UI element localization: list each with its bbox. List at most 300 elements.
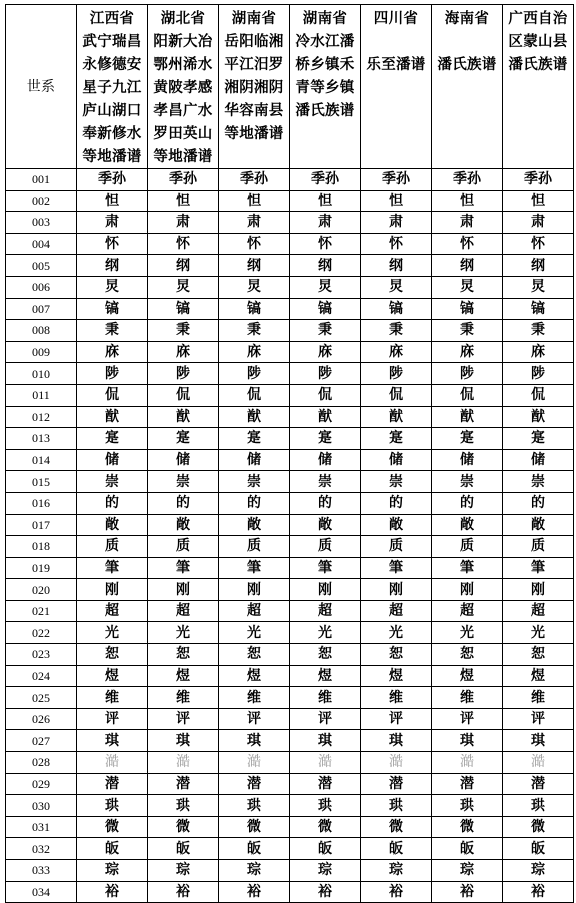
- region-header-line: 湘阴湘阴: [224, 79, 284, 96]
- generation-character: 裕: [361, 881, 432, 903]
- region-header-5: [361, 5, 432, 169]
- generation-character: 质: [148, 536, 219, 558]
- generation-character: 侃: [503, 384, 574, 406]
- generation-character: 超: [148, 600, 219, 622]
- generation-number: 004: [6, 233, 77, 255]
- region-header-line: 阳新大冶: [153, 33, 213, 50]
- generation-character: 光: [290, 622, 361, 644]
- generation-character: 光: [361, 622, 432, 644]
- region-header-line: 岳阳临湘: [224, 33, 284, 50]
- generation-number: 027: [6, 730, 77, 752]
- generation-character: 庥: [148, 341, 219, 363]
- region-header-line: 奉新修水: [82, 125, 142, 142]
- generation-character: 琪: [432, 730, 503, 752]
- generation-character: 怀: [219, 233, 290, 255]
- generation-character: 怛: [432, 190, 503, 212]
- table-header: [6, 5, 574, 169]
- generation-character: 刚: [148, 579, 219, 601]
- generation-character: 裕: [432, 881, 503, 903]
- genealogy-table: [5, 4, 574, 903]
- generation-character: 煜: [361, 665, 432, 687]
- region-header-line: 湖南省: [302, 10, 348, 27]
- generation-number: 011: [6, 384, 77, 406]
- generation-character: 镐: [77, 298, 148, 320]
- generation-number: 009: [6, 341, 77, 363]
- generation-character: 刚: [219, 579, 290, 601]
- generation-character: 琮: [219, 860, 290, 882]
- table-row: [6, 665, 574, 687]
- generation-character: 光: [503, 622, 574, 644]
- generation-character: 储: [503, 449, 574, 471]
- generation-character: 微: [219, 816, 290, 838]
- generation-character: 质: [361, 536, 432, 558]
- generation-character: 怀: [77, 233, 148, 255]
- generation-number: 001: [6, 169, 77, 191]
- generation-character: 侃: [219, 384, 290, 406]
- generation-character: 的: [77, 492, 148, 514]
- table-row: [6, 384, 574, 406]
- table-row: [6, 471, 574, 493]
- generation-character: 评: [77, 708, 148, 730]
- generation-character: 陟: [432, 363, 503, 385]
- generation-character: 陟: [148, 363, 219, 385]
- generation-character: 光: [148, 622, 219, 644]
- generation-character: 珙: [148, 795, 219, 817]
- generation-character: 侃: [148, 384, 219, 406]
- generation-character: 微: [503, 816, 574, 838]
- generation-character: 琮: [290, 860, 361, 882]
- generation-character: 超: [503, 600, 574, 622]
- generation-number: 026: [6, 708, 77, 730]
- generation-character: 季孙: [432, 169, 503, 191]
- generation-character: 评: [219, 708, 290, 730]
- generation-character: 潜: [148, 773, 219, 795]
- generation-character: 维: [219, 687, 290, 709]
- generation-character: 皈: [503, 838, 574, 860]
- generation-character: 储: [219, 449, 290, 471]
- table-row: [6, 212, 574, 234]
- generation-character: 炅: [219, 276, 290, 298]
- generation-character: 筆: [432, 557, 503, 579]
- region-header-line: 区蒙山县: [508, 33, 568, 50]
- generation-character: 筆: [290, 557, 361, 579]
- region-header-line: 潘氏族谱: [295, 102, 355, 119]
- region-header-line: 等地潘谱: [224, 125, 284, 142]
- generation-character: 纲: [77, 255, 148, 277]
- generation-character: 煜: [503, 665, 574, 687]
- table-row: [6, 557, 574, 579]
- generation-character: 维: [432, 687, 503, 709]
- generation-character: 刚: [77, 579, 148, 601]
- region-header-3: [219, 5, 290, 169]
- generation-character: 庥: [503, 341, 574, 363]
- generation-character: 敞: [290, 514, 361, 536]
- generation-number: 008: [6, 320, 77, 342]
- generation-character: 肃: [77, 212, 148, 234]
- generation-character: 裕: [77, 881, 148, 903]
- generation-character: 寔: [361, 428, 432, 450]
- generation-character: 猷: [290, 406, 361, 428]
- region-header-line: 海南省: [444, 10, 490, 27]
- generation-number: 007: [6, 298, 77, 320]
- generation-character: 的: [432, 492, 503, 514]
- generation-number: 021: [6, 600, 77, 622]
- generation-number: 003: [6, 212, 77, 234]
- generation-character: 陟: [290, 363, 361, 385]
- generation-character: 猷: [219, 406, 290, 428]
- generation-character: 裕: [148, 881, 219, 903]
- generation-character: 质: [503, 536, 574, 558]
- generation-character: 炅: [432, 276, 503, 298]
- generation-character: 潜: [290, 773, 361, 795]
- generation-character: 秉: [503, 320, 574, 342]
- region-header-1: [77, 5, 148, 169]
- generation-character: 琪: [361, 730, 432, 752]
- generation-character: 的: [361, 492, 432, 514]
- generation-character: 珙: [503, 795, 574, 817]
- table-row: [6, 600, 574, 622]
- table-row: [6, 233, 574, 255]
- generation-character: 崇: [432, 471, 503, 493]
- region-header-line: 等地潘谱: [82, 148, 142, 165]
- generation-character: 的: [219, 492, 290, 514]
- generation-character: 澔: [503, 752, 574, 774]
- generation-character: 崇: [77, 471, 148, 493]
- region-header-line: 罗田英山: [153, 125, 213, 142]
- generation-character: 怀: [148, 233, 219, 255]
- generation-character: 琪: [77, 730, 148, 752]
- table-row: [6, 536, 574, 558]
- table-row: [6, 687, 574, 709]
- generation-character: 超: [432, 600, 503, 622]
- generation-character: 澔: [432, 752, 503, 774]
- generation-character: 猷: [361, 406, 432, 428]
- generation-number: 025: [6, 687, 77, 709]
- table-row: [6, 276, 574, 298]
- generation-character: 质: [432, 536, 503, 558]
- generation-character: 潜: [77, 773, 148, 795]
- generation-character: 刚: [503, 579, 574, 601]
- table-body: [6, 169, 574, 903]
- generation-character: 怀: [432, 233, 503, 255]
- region-header-6: [432, 5, 503, 169]
- generation-character: 寔: [77, 428, 148, 450]
- generation-character: 寔: [290, 428, 361, 450]
- generation-character: 微: [290, 816, 361, 838]
- generation-character: 镐: [219, 298, 290, 320]
- generation-number: 010: [6, 363, 77, 385]
- generation-character: 潜: [503, 773, 574, 795]
- generation-character: 珙: [77, 795, 148, 817]
- generation-character: 光: [219, 622, 290, 644]
- generation-character: 镐: [361, 298, 432, 320]
- region-header-7: [503, 5, 574, 169]
- generation-character: 崇: [290, 471, 361, 493]
- table-row: [6, 795, 574, 817]
- generation-character: 秉: [77, 320, 148, 342]
- table-row: [6, 816, 574, 838]
- generation-character: 维: [503, 687, 574, 709]
- generation-character: 纲: [148, 255, 219, 277]
- table-row: [6, 298, 574, 320]
- generation-character: 侃: [77, 384, 148, 406]
- generation-character: 陟: [219, 363, 290, 385]
- table-row: [6, 492, 574, 514]
- region-header-line: 星子九江: [82, 79, 142, 96]
- generation-character: 恕: [148, 644, 219, 666]
- generation-character: 秉: [361, 320, 432, 342]
- generation-character: 肃: [219, 212, 290, 234]
- generation-character: 敞: [503, 514, 574, 536]
- table-row: [6, 363, 574, 385]
- generation-character: 珙: [290, 795, 361, 817]
- generation-character: 怀: [361, 233, 432, 255]
- table-row: [6, 622, 574, 644]
- table-row: [6, 255, 574, 277]
- generation-number: 017: [6, 514, 77, 536]
- region-header-line: 四川省: [373, 10, 419, 27]
- region-header-line: 孝昌广水: [153, 102, 213, 119]
- generation-character: 维: [77, 687, 148, 709]
- generation-character: 陟: [503, 363, 574, 385]
- generation-character: 季孙: [361, 169, 432, 191]
- generation-character: 储: [290, 449, 361, 471]
- table-row: [6, 341, 574, 363]
- generation-character: 微: [77, 816, 148, 838]
- header-row: [6, 5, 574, 169]
- generation-character: 珙: [432, 795, 503, 817]
- generation-character: 储: [148, 449, 219, 471]
- region-header-line: [361, 30, 431, 53]
- generation-character: 庥: [290, 341, 361, 363]
- generation-number: 033: [6, 860, 77, 882]
- generation-character: 寔: [148, 428, 219, 450]
- generation-character: 煜: [432, 665, 503, 687]
- generation-character: 裕: [503, 881, 574, 903]
- region-header-2: [148, 5, 219, 169]
- generation-character: 琪: [148, 730, 219, 752]
- generation-character: 怛: [361, 190, 432, 212]
- generation-character: 的: [503, 492, 574, 514]
- generation-character: 珙: [219, 795, 290, 817]
- generation-character: 裕: [290, 881, 361, 903]
- generation-character: 恕: [290, 644, 361, 666]
- generation-character: 庥: [432, 341, 503, 363]
- table-row: [6, 169, 574, 191]
- generation-number: 002: [6, 190, 77, 212]
- generation-character: 崇: [219, 471, 290, 493]
- table-row: [6, 406, 574, 428]
- generation-character: 敞: [77, 514, 148, 536]
- generation-character: 维: [361, 687, 432, 709]
- generation-character: 裕: [219, 881, 290, 903]
- table-row: [6, 752, 574, 774]
- generation-character: 季孙: [77, 169, 148, 191]
- generation-character: 侃: [361, 384, 432, 406]
- generation-character: 微: [361, 816, 432, 838]
- generation-character: 维: [148, 687, 219, 709]
- generation-character: 质: [290, 536, 361, 558]
- generation-character: 秉: [148, 320, 219, 342]
- generation-character: 季孙: [148, 169, 219, 191]
- table-row: [6, 579, 574, 601]
- generation-character: 评: [503, 708, 574, 730]
- generation-character: 琪: [503, 730, 574, 752]
- generation-character: 炅: [503, 276, 574, 298]
- generation-character: 秉: [290, 320, 361, 342]
- generation-character: 秉: [219, 320, 290, 342]
- generation-character: 陟: [77, 363, 148, 385]
- generation-character: 评: [361, 708, 432, 730]
- generation-character: 煜: [148, 665, 219, 687]
- generation-character: 皈: [219, 838, 290, 860]
- generation-character: 储: [77, 449, 148, 471]
- generation-number: 024: [6, 665, 77, 687]
- generation-number: 006: [6, 276, 77, 298]
- generation-character: 恕: [77, 644, 148, 666]
- generation-number: 022: [6, 622, 77, 644]
- generation-character: 敞: [148, 514, 219, 536]
- generation-character: 琪: [290, 730, 361, 752]
- region-header-line: 乐至潘谱: [366, 56, 426, 73]
- generation-character: 质: [219, 536, 290, 558]
- generation-character: 光: [77, 622, 148, 644]
- region-header-4: [290, 5, 361, 169]
- generation-number: 005: [6, 255, 77, 277]
- generation-character: 储: [361, 449, 432, 471]
- generation-character: 珙: [361, 795, 432, 817]
- generation-character: 侃: [290, 384, 361, 406]
- generation-character: 纲: [219, 255, 290, 277]
- region-header-line: 湖南省: [231, 10, 277, 27]
- region-header-line: 桥乡镇禾: [295, 56, 355, 73]
- region-header-line: 江西省: [89, 10, 135, 27]
- generation-character: 琮: [77, 860, 148, 882]
- generation-character: 怀: [290, 233, 361, 255]
- generation-character: 镐: [148, 298, 219, 320]
- generation-character: 纲: [432, 255, 503, 277]
- generation-character: 琮: [503, 860, 574, 882]
- generation-number: 031: [6, 816, 77, 838]
- generation-number: 023: [6, 644, 77, 666]
- generation-character: 庥: [361, 341, 432, 363]
- generation-character: 刚: [361, 579, 432, 601]
- generation-number: 016: [6, 492, 77, 514]
- generation-character: 纲: [290, 255, 361, 277]
- generation-character: 澔: [290, 752, 361, 774]
- generation-character: 微: [432, 816, 503, 838]
- generation-character: 猷: [432, 406, 503, 428]
- table-row: [6, 190, 574, 212]
- generation-character: 琮: [361, 860, 432, 882]
- generation-character: 澔: [148, 752, 219, 774]
- generation-character: 敞: [361, 514, 432, 536]
- generation-character: 超: [290, 600, 361, 622]
- table-row: [6, 773, 574, 795]
- generation-character: 质: [77, 536, 148, 558]
- table-row: [6, 708, 574, 730]
- generation-character: 皈: [290, 838, 361, 860]
- generation-number: 032: [6, 838, 77, 860]
- generation-character: 寔: [219, 428, 290, 450]
- generation-number: 028: [6, 752, 77, 774]
- table-row: [6, 838, 574, 860]
- generation-character: 纲: [361, 255, 432, 277]
- table-row: [6, 320, 574, 342]
- generation-character: 秉: [432, 320, 503, 342]
- generation-character: 猷: [503, 406, 574, 428]
- generation-character: 恕: [219, 644, 290, 666]
- table-row: [6, 730, 574, 752]
- generation-character: 怀: [503, 233, 574, 255]
- generation-character: 庥: [219, 341, 290, 363]
- generation-number: 030: [6, 795, 77, 817]
- generation-character: 澔: [219, 752, 290, 774]
- region-header-line: 平江汨罗: [224, 56, 284, 73]
- generation-character: 侃: [432, 384, 503, 406]
- generation-number: 014: [6, 449, 77, 471]
- generation-character: 琪: [219, 730, 290, 752]
- generation-character: 炅: [290, 276, 361, 298]
- generation-character: 寔: [503, 428, 574, 450]
- generation-character: 怛: [290, 190, 361, 212]
- generation-character: 筆: [77, 557, 148, 579]
- generation-character: 筆: [219, 557, 290, 579]
- region-header-line: 广西自治: [508, 10, 568, 27]
- generation-character: 季孙: [290, 169, 361, 191]
- generation-character: 评: [148, 708, 219, 730]
- generation-character: 寔: [432, 428, 503, 450]
- table-row: [6, 428, 574, 450]
- generation-number: 015: [6, 471, 77, 493]
- generation-character: 光: [432, 622, 503, 644]
- region-header-line: 鄂州浠水: [153, 56, 213, 73]
- generation-character: 陟: [361, 363, 432, 385]
- region-header-line: 武宁瑞昌: [82, 33, 142, 50]
- generation-character: 恕: [432, 644, 503, 666]
- generation-character: 肃: [503, 212, 574, 234]
- generation-character: 敞: [432, 514, 503, 536]
- table-row: [6, 860, 574, 882]
- generation-character: 超: [77, 600, 148, 622]
- generation-character: 肃: [148, 212, 219, 234]
- generation-character: 煜: [290, 665, 361, 687]
- table-row: [6, 881, 574, 903]
- generation-character: 崇: [361, 471, 432, 493]
- generation-header: 世系: [6, 5, 77, 169]
- generation-character: 纲: [503, 255, 574, 277]
- generation-character: 微: [148, 816, 219, 838]
- region-header-line: 冷水江潘: [295, 33, 355, 50]
- generation-character: 肃: [290, 212, 361, 234]
- generation-character: 刚: [290, 579, 361, 601]
- generation-character: 评: [432, 708, 503, 730]
- region-header-line: 潘氏族谱: [437, 56, 497, 73]
- generation-character: 煜: [219, 665, 290, 687]
- generation-character: 琮: [432, 860, 503, 882]
- generation-character: 镐: [503, 298, 574, 320]
- generation-character: 怛: [219, 190, 290, 212]
- generation-character: 镐: [432, 298, 503, 320]
- generation-number: 029: [6, 773, 77, 795]
- table-row: [6, 514, 574, 536]
- generation-character: 澔: [361, 752, 432, 774]
- generation-character: 皈: [361, 838, 432, 860]
- generation-character: 猷: [148, 406, 219, 428]
- generation-character: 怛: [503, 190, 574, 212]
- generation-character: 超: [219, 600, 290, 622]
- generation-character: 潜: [361, 773, 432, 795]
